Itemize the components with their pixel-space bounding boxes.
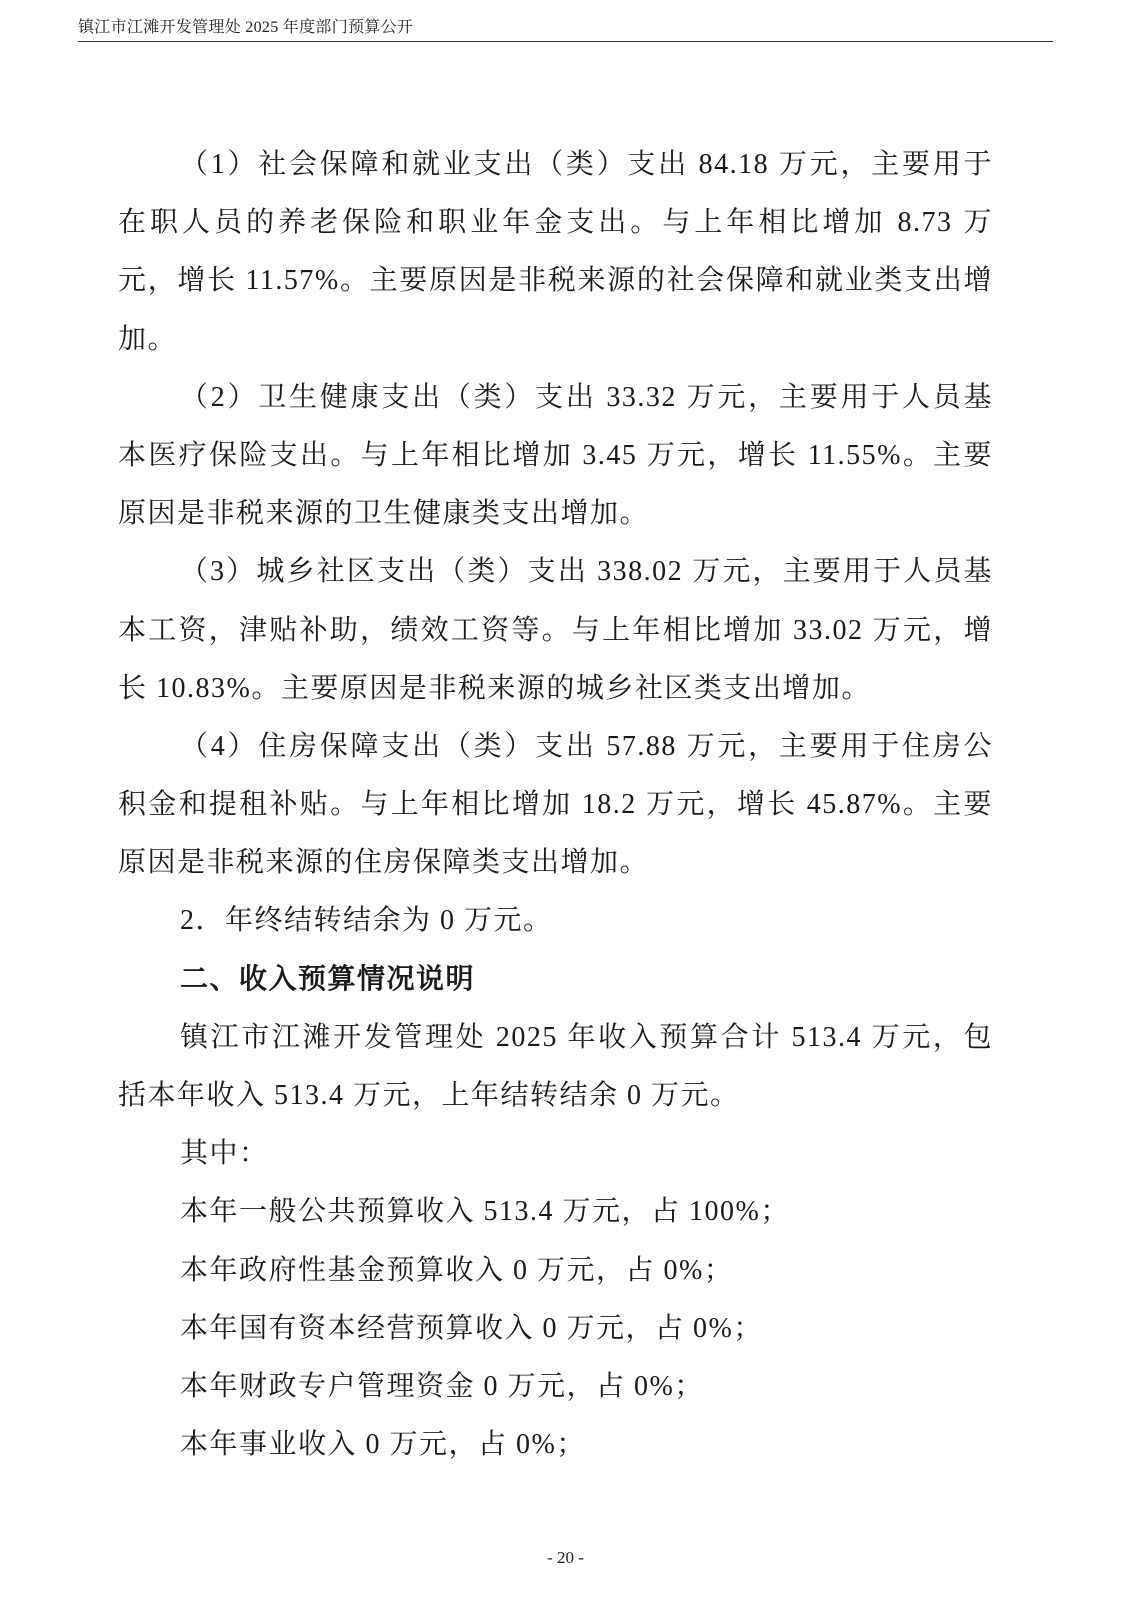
paragraph-line: （2）卫生健康支出（类）支出 33.32 万元，主要用于人员基 <box>180 381 993 413</box>
paragraph-income-summary <box>118 1009 993 1125</box>
paragraph-line: 原因是非税来源的卫生健康类支出增加。 <box>118 498 650 530</box>
income-breakdown-item: 本年国有资本经营预算收入 0 万元，占 0%； <box>180 1312 763 1344</box>
paragraph-line: （4）住房保障支出（类）支出 57.88 万元，主要用于住房公 <box>180 730 993 762</box>
paragraph-line: （1）社会保障和就业支出（类）支出 84.18 万元，主要用于 <box>180 149 993 180</box>
paragraph-line: 积金和提租补贴。与上年相比增加 18.2 万元，增长 45.87%。主要 <box>118 789 993 821</box>
paragraph-line: 在职人员的养老保险和职业年金支出。与上年相比增加 8.73 万 <box>118 207 993 239</box>
paragraph-year-end-balance: 2．年终结转结余为 0 万元。 <box>180 905 553 937</box>
income-breakdown-item: 本年事业收入 0 万元，占 0%； <box>180 1429 586 1461</box>
page-header-title: 镇江市江滩开发管理处 2025 年度部门预算公开 <box>78 19 414 36</box>
section-heading: 二、收入预算情况说明 <box>180 963 476 995</box>
income-breakdown-item: 本年一般公共预算收入 513.4 万元，占 100%； <box>180 1196 790 1228</box>
paragraph-health <box>118 369 993 544</box>
page-number: - 20 - <box>547 1548 584 1567</box>
income-breakdown-intro: 其中： <box>180 1138 269 1170</box>
page-header <box>78 16 1053 42</box>
paragraph-line: 本工资，津贴补助，绩效工资等。与上年相比增加 33.02 万元，增 <box>118 614 993 646</box>
paragraph-line: 括本年收入 513.4 万元，上年结转结余 0 万元。 <box>118 1080 740 1111</box>
paragraph-line: 本医疗保险支出。与上年相比增加 3.45 万元，增长 11.55%。主要 <box>118 439 993 471</box>
income-breakdown-item: 本年财政专户管理资金 0 万元，占 0%； <box>180 1370 704 1402</box>
paragraph-line: 原因是非税来源的住房保障类支出增加。 <box>118 847 650 879</box>
paragraph-line: （3）城乡社区支出（类）支出 338.02 万元，主要用于人员基 <box>180 556 993 588</box>
paragraph-housing-security <box>118 718 993 893</box>
paragraph-line: 元，增长 11.57%。主要原因是非税来源的社会保障和就业类支出增 <box>118 265 993 297</box>
document-body <box>118 136 993 1474</box>
income-breakdown-item: 本年政府性基金预算收入 0 万元，占 0%； <box>180 1254 734 1286</box>
paragraph-urban-rural-community <box>118 543 993 718</box>
paragraph-line: 镇江市江滩开发管理处 2025 年收入预算合计 513.4 万元，包 <box>180 1021 993 1053</box>
paragraph-line: 加。 <box>118 323 178 355</box>
paragraph-social-security <box>118 136 993 369</box>
paragraph-line: 长 10.83%。主要原因是非税来源的城乡社区类支出增加。 <box>118 672 871 704</box>
income-breakdown-list <box>118 1183 993 1474</box>
